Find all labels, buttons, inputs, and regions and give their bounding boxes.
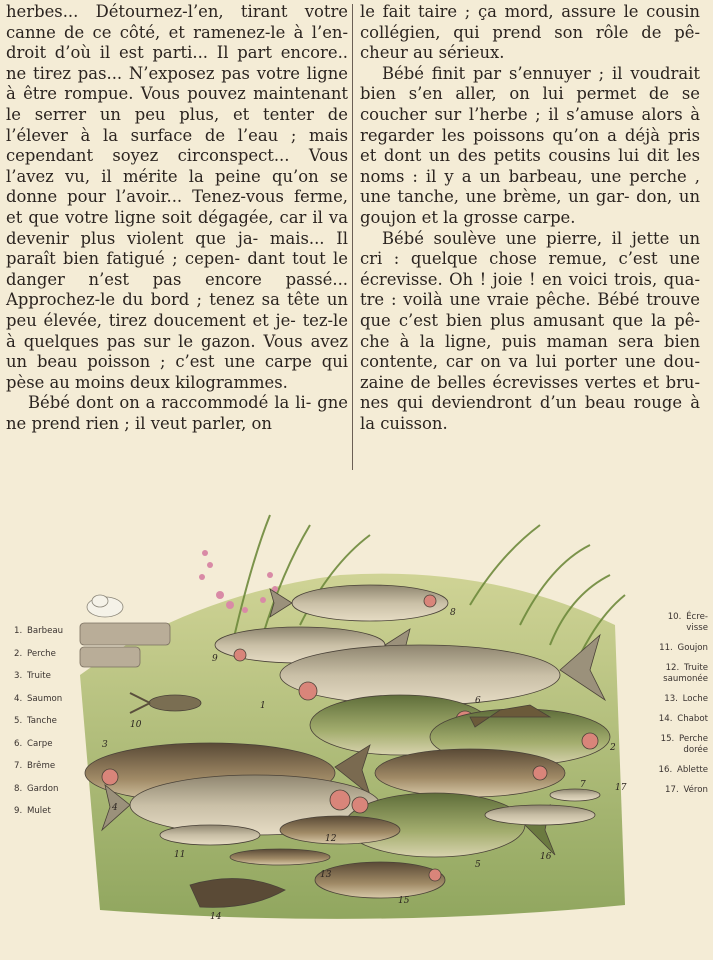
legend-item-10: 10. Écre- visse [667, 612, 708, 633]
plate-num-8: 8 [450, 608, 456, 618]
right-paragraph-3: Bébé soulève une pierre, il jette un cri : quelque chose remue, c’est une écrevisse. Oh ! joie ! en voici trois, qua- tre : voilà une vraie pêche. Bébé trouve que c’est bien plus amusant que la pê- che à la ligne, puis maman sera bien contente, car on va lui porter une dou- zaine de belles écrevisses vertes et bru- nes qui deviendront d’un beau rouge à la cuisson. [360, 228, 700, 433]
plate-num-9: 9 [212, 654, 218, 664]
legend-item-11: 11. Goujon [659, 643, 708, 653]
legend-item-15: 15. Perche dorée [660, 734, 708, 755]
fish-loche [230, 849, 330, 865]
water-lily [87, 595, 123, 617]
plate-num-12: 12 [325, 834, 337, 844]
plate-num-7: 7 [580, 780, 586, 790]
left-paragraph-2: Bébé dont on a raccommodé la li- gne ne prend rien ; il veut parler, on [6, 393, 348, 433]
legend-item-6: 6. Carpe [14, 738, 53, 749]
fish-breme [375, 749, 565, 797]
legend-item-14: 14. Chabot [658, 714, 708, 724]
fish-veron [550, 789, 600, 801]
plate-num-10: 10 [130, 720, 142, 730]
legend-item-12: 12. Truite saumonée [663, 663, 708, 684]
plate-num-13: 13 [320, 870, 332, 880]
legend-item-13: 13. Loche [664, 694, 708, 704]
plate-num-5: 5 [475, 860, 481, 870]
fish-ablette [485, 805, 595, 825]
legend-item-8: 8. Gardon [14, 783, 59, 794]
left-text-column [6, 2, 348, 434]
right-paragraph-2: Bébé finit par s’ennuyer ; il voudrait bien s’en aller, on lui permet de se coucher sur l’herbe ; il s’amuse alors à regarder les poissons qu’on a déjà pris et dont un des petits cousins lui dit les noms : il y a un barbeau, une perche , une tanche, une brème, un gar- don, un goujon et la grosse carpe. [360, 63, 701, 227]
plate-num-3: 3 [102, 740, 108, 750]
plate-num-15: 15 [398, 896, 410, 906]
plate-num-11: 11 [174, 850, 186, 860]
column-divider [352, 4, 353, 470]
plate-num-14: 14 [210, 912, 222, 922]
legend-item-4: 4. Saumon [14, 693, 63, 704]
legend-item-17: 17. Véron [665, 785, 708, 795]
plate-num-17: 17 [615, 783, 627, 793]
legend-item-3: 3. Truite [14, 671, 51, 681]
fish-perche-doree [315, 862, 445, 898]
legend-item-9: 9. Mulet [14, 806, 51, 816]
plate-num-6: 6 [475, 696, 481, 706]
right-paragraph-1: le fait taire ; ça mord, assure le cousin collégien, qui prend son rôle de pê- cheur au sérieux. [360, 2, 700, 63]
right-text-column [360, 2, 700, 434]
legend-right [644, 612, 708, 805]
plate-num-1: 1 [260, 701, 266, 711]
plate-num-4: 4 [112, 803, 118, 813]
legend-left [14, 626, 63, 829]
legend-item-1: 1. Barbeau [14, 626, 64, 636]
plate-num-2: 2 [610, 743, 616, 753]
left-paragraph-1: herbes... Détournez-l’en, tirant votre canne de ce côté, et ramenez-le à l’en- droit d’où il est parti... Il part encore.. ne tirez pas... N’exposez pas votre ligne à être rompue. Vous pouvez maintenant le serrer un peu plus, et tenter de l’élever à la surface de l’eau ; mais cependant soyez circonspect... Vous l’avez vu, il mérite la peine qu’on se donne pour l’avoir... Tenez-vous ferme, et que votre ligne soit dégagée, car il va devenir plus violent que ja- mais... Il paraît bien fatigué ; cepen- dant tout le danger n’est pas encore passé... Approchez-le du bord ; tenez sa tête un peu élevée, tirez doucement et je- tez-le à quelques pas sur le gazon. Vous avez un beau poisson ; c’est une carpe qui pèse au moins deux kilogrammes. [6, 2, 348, 392]
fish-plate-illustration [70, 505, 630, 930]
legend-item-2: 2. Perche [14, 648, 56, 659]
legend-item-5: 5. Tanche [14, 716, 57, 726]
fish-truite-saumonee [280, 816, 400, 844]
legend-item-16: 16. Ablette [658, 765, 708, 775]
legend-item-7: 7. Brême [14, 761, 56, 771]
fish-goujon [160, 825, 260, 845]
plate-num-16: 16 [540, 852, 552, 862]
